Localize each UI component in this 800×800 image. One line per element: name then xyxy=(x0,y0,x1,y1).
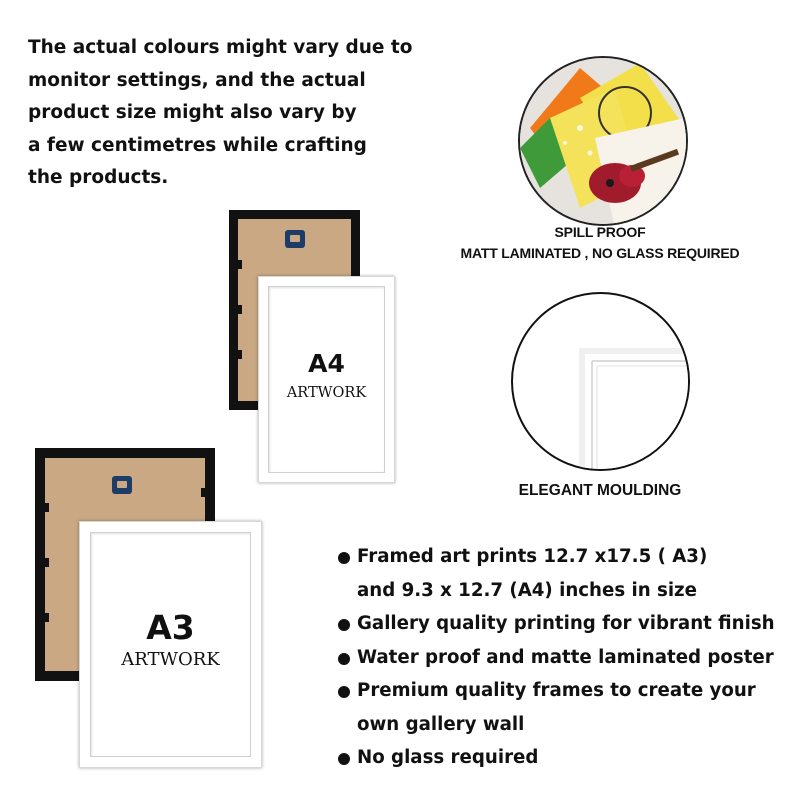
disclaimer-line: monitor settings, and the actual xyxy=(28,69,366,91)
feature-text: Premium quality frames to create your xyxy=(357,680,756,701)
frame-tab xyxy=(238,305,242,314)
spill-proof-collage-icon xyxy=(520,58,688,226)
feature-text: Framed art prints 12.7 x17.5 ( A3) xyxy=(357,546,708,567)
a3-artwork-label: ARTWORK xyxy=(121,649,220,670)
bullet-icon xyxy=(338,686,350,698)
a3-hanger-icon xyxy=(112,476,132,494)
bullet-icon xyxy=(338,653,350,665)
disclaimer-text xyxy=(28,32,428,195)
a4-frame-front xyxy=(258,276,395,483)
a4-mat xyxy=(268,286,385,473)
matt-laminated-caption: MATT LAMINATED , NO GLASS REQUIRED xyxy=(460,245,740,261)
list-item xyxy=(336,674,791,741)
list-item xyxy=(336,641,791,675)
list-item xyxy=(336,540,791,607)
feature-list xyxy=(336,540,791,775)
disclaimer-line: The actual colours might vary due to xyxy=(28,37,413,58)
frame-tab xyxy=(45,503,49,512)
a4-size-label: A4 xyxy=(308,349,345,378)
moulding-corner-icon xyxy=(513,294,690,471)
bullet-icon xyxy=(338,619,350,631)
a3-size-label: A3 xyxy=(146,608,195,647)
a3-frame-front xyxy=(79,521,262,768)
bullet-icon xyxy=(338,552,350,564)
moulding-caption: ELEGANT MOULDING xyxy=(518,482,682,499)
spill-proof-image xyxy=(518,56,688,226)
a4-hanger-icon xyxy=(285,230,305,248)
frame-tab xyxy=(238,350,242,359)
frame-tab xyxy=(45,613,49,622)
feature-text: No glass required xyxy=(357,747,539,768)
frame-tab xyxy=(45,558,49,567)
feature-text: Water proof and matte laminated poster xyxy=(357,646,774,668)
frame-tab xyxy=(238,260,242,269)
feature-text-continued: own gallery wall xyxy=(357,713,525,735)
disclaimer-line: the products. xyxy=(28,167,169,188)
spill-proof-caption: SPILL PROOF xyxy=(554,224,646,240)
disclaimer-line: a few centimetres while crafting xyxy=(28,134,367,156)
list-item xyxy=(336,741,791,775)
moulding-detail-image xyxy=(511,292,690,471)
list-item xyxy=(336,607,791,641)
bullet-icon xyxy=(338,753,350,765)
frame-tab xyxy=(201,488,205,497)
feature-text: Gallery quality printing for vibrant finish xyxy=(357,613,775,634)
feature-text-continued: and 9.3 x 12.7 (A4) inches in size xyxy=(357,579,697,601)
disclaimer-line: product size might also vary by xyxy=(28,102,357,123)
a4-artwork-label: ARTWORK xyxy=(286,385,367,401)
